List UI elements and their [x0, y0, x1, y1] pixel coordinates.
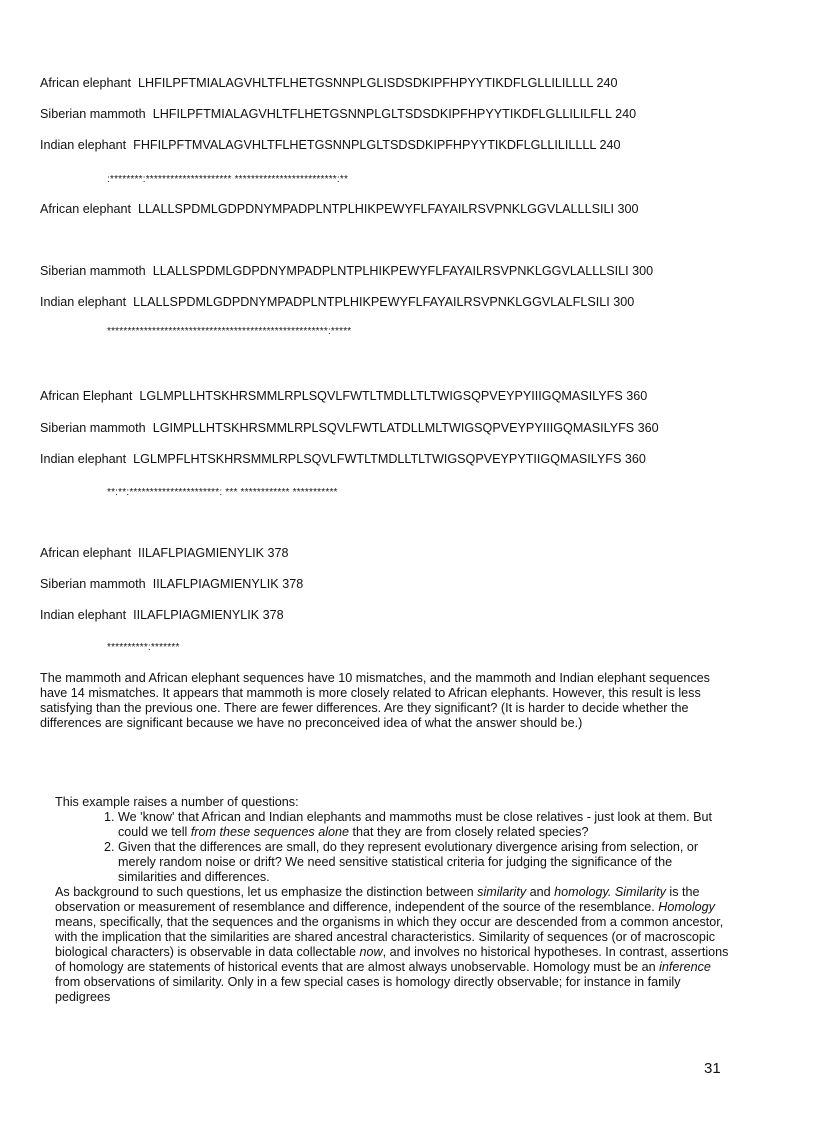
seq-row-african-240 [40, 76, 617, 91]
questions-list [55, 810, 730, 885]
sequence: LLALLSPDMLGDPDNYMPADPLNTPLHIKPEWYFLFAYAILRSVPNKLGGVLALLLSILI [138, 202, 614, 216]
consensus-line-378: **********:******* [107, 642, 180, 653]
question-2: 2. Given that the differences are small, do they represent evolutionary divergence arising from selection, or merely random noise or drift? We need sensitive statistical criteria for judging the significance of the similarities and differences. [118, 840, 730, 885]
sequence: LGLMPFLHTSKHRSMMLRPLSQVLFWTLTMDLLTLTWIGSQPVEYPYTIIGQMASILYFS [133, 452, 622, 466]
sequence: IILAFLPIAGMIENYLIK [152, 577, 279, 591]
consensus-line-300: ******************************************************:***** [107, 326, 352, 337]
species-label: African elephant [40, 546, 132, 560]
species-label: Indian elephant [40, 608, 127, 622]
position: 360 [624, 452, 646, 466]
seq-row-mammoth-240 [40, 107, 636, 122]
species-label: African elephant [40, 76, 132, 90]
seq-row-mammoth-360 [40, 421, 659, 436]
page-number: 31 [704, 1060, 721, 1077]
question-1: 1. We 'know' that African and Indian elephants and mammoths must be close relatives - just look at them. But could we tell from these sequences alone that they are from closely related species? [118, 810, 730, 840]
species-label: Indian elephant [40, 295, 127, 309]
species-label: Siberian mammoth [40, 577, 146, 591]
sequence: FHFILPFTMVALAGVHLTFLHETGSNNPLGLTSDSDKIPFHPYYTIKDFLGLLILILLLL [133, 138, 596, 152]
seq-row-african-360 [40, 389, 647, 404]
questions-intro: This example raises a number of questions: [55, 795, 299, 809]
species-label: Indian elephant [40, 452, 127, 466]
sequence: IILAFLPIAGMIENYLIK [138, 546, 265, 560]
position: 378 [282, 577, 304, 591]
sequence: LLALLSPDMLGDPDNYMPADPLNTPLHIKPEWYFLFAYAILRSVPNKLGGVLALLLSILI [152, 264, 629, 278]
seq-row-indian-240 [40, 138, 620, 153]
sequence: IILAFLPIAGMIENYLIK [133, 608, 260, 622]
position: 240 [596, 76, 618, 90]
sequence: LLALLSPDMLGDPDNYMPADPLNTPLHIKPEWYFLFAYAILRSVPNKLGGVLALFLSILI [133, 295, 610, 309]
position: 240 [615, 107, 637, 121]
position: 378 [262, 608, 284, 622]
sequence: LHFILPFTMIALAGVHLTFLHETGSNNPLGLTSDSDKIPFHPYYTIKDFLGLLILILFLL [152, 107, 612, 121]
sequence: LHFILPFTMIALAGVHLTFLHETGSNNPLGLISDSDKIPFHPYYTIKDFLGLLILILLLL [138, 76, 593, 90]
consensus-line-360: **:**:**********************: *** ************ *********** [107, 487, 338, 498]
position: 378 [267, 546, 289, 560]
seq-row-mammoth-300 [40, 264, 653, 279]
position: 360 [637, 421, 659, 435]
mismatch-paragraph: The mammoth and African elephant sequences have 10 mismatches, and the mammoth and Indian elephant sequences have 14 mismatches. It appears that mammoth is more closely related to African elephants. However, this result is less satisfying than the previous one. There are fewer differences. Are they significant? (It is harder to decide whether the differences are significant because we have no preconceived idea of what the answer should be.) [40, 671, 710, 730]
sequence: LGIMPLLHTSKHRSMMLRPLSQVLFWTLATDLLMLTWIGSQPVEYPYIIIGQMASILYFS [152, 421, 635, 435]
seq-row-indian-378 [40, 608, 284, 623]
seq-row-african-378 [40, 546, 289, 561]
species-label: Siberian mammoth [40, 264, 146, 278]
species-label: African elephant [40, 202, 132, 216]
seq-row-african-300 [40, 202, 639, 217]
position: 360 [626, 389, 648, 403]
position: 300 [632, 264, 654, 278]
species-label: African Elephant [40, 389, 133, 403]
position: 300 [613, 295, 635, 309]
background-paragraph: As background to such questions, let us emphasize the distinction between similarity and homology. Similarity is the observation or measurement of resemblance and difference, independent of the source of the resemblance. Homology means, specifically, that the sequences and the organisms in which they occur are descended from a common ancestor, with the implication that the similarities are shared ancestral characteristics. Similarity of sequences (or of macroscopic biological characters) is observable in data collectable now, and involves no historical hypotheses. In contrast, assertions of homology are statements of historical events that are almost always unobservable. Homology must be an inference from observations of similarity. Only in a few special cases is homology directly observable; for instance in family pedigrees [55, 885, 729, 1004]
questions-section [55, 795, 730, 1005]
species-label: Siberian mammoth [40, 421, 146, 435]
seq-row-indian-360 [40, 452, 646, 467]
sequence: LGLMPLLHTSKHRSMMLRPLSQVLFWTLTMDLLTLTWIGSQPVEYPYIIIGQMASILYFS [139, 389, 623, 403]
species-label: Siberian mammoth [40, 107, 146, 121]
seq-row-mammoth-378 [40, 577, 303, 592]
position: 240 [599, 138, 621, 152]
species-label: Indian elephant [40, 138, 127, 152]
position: 300 [617, 202, 639, 216]
consensus-line-240: :********:********************* *************************:** [107, 174, 349, 185]
seq-row-indian-300 [40, 295, 634, 310]
